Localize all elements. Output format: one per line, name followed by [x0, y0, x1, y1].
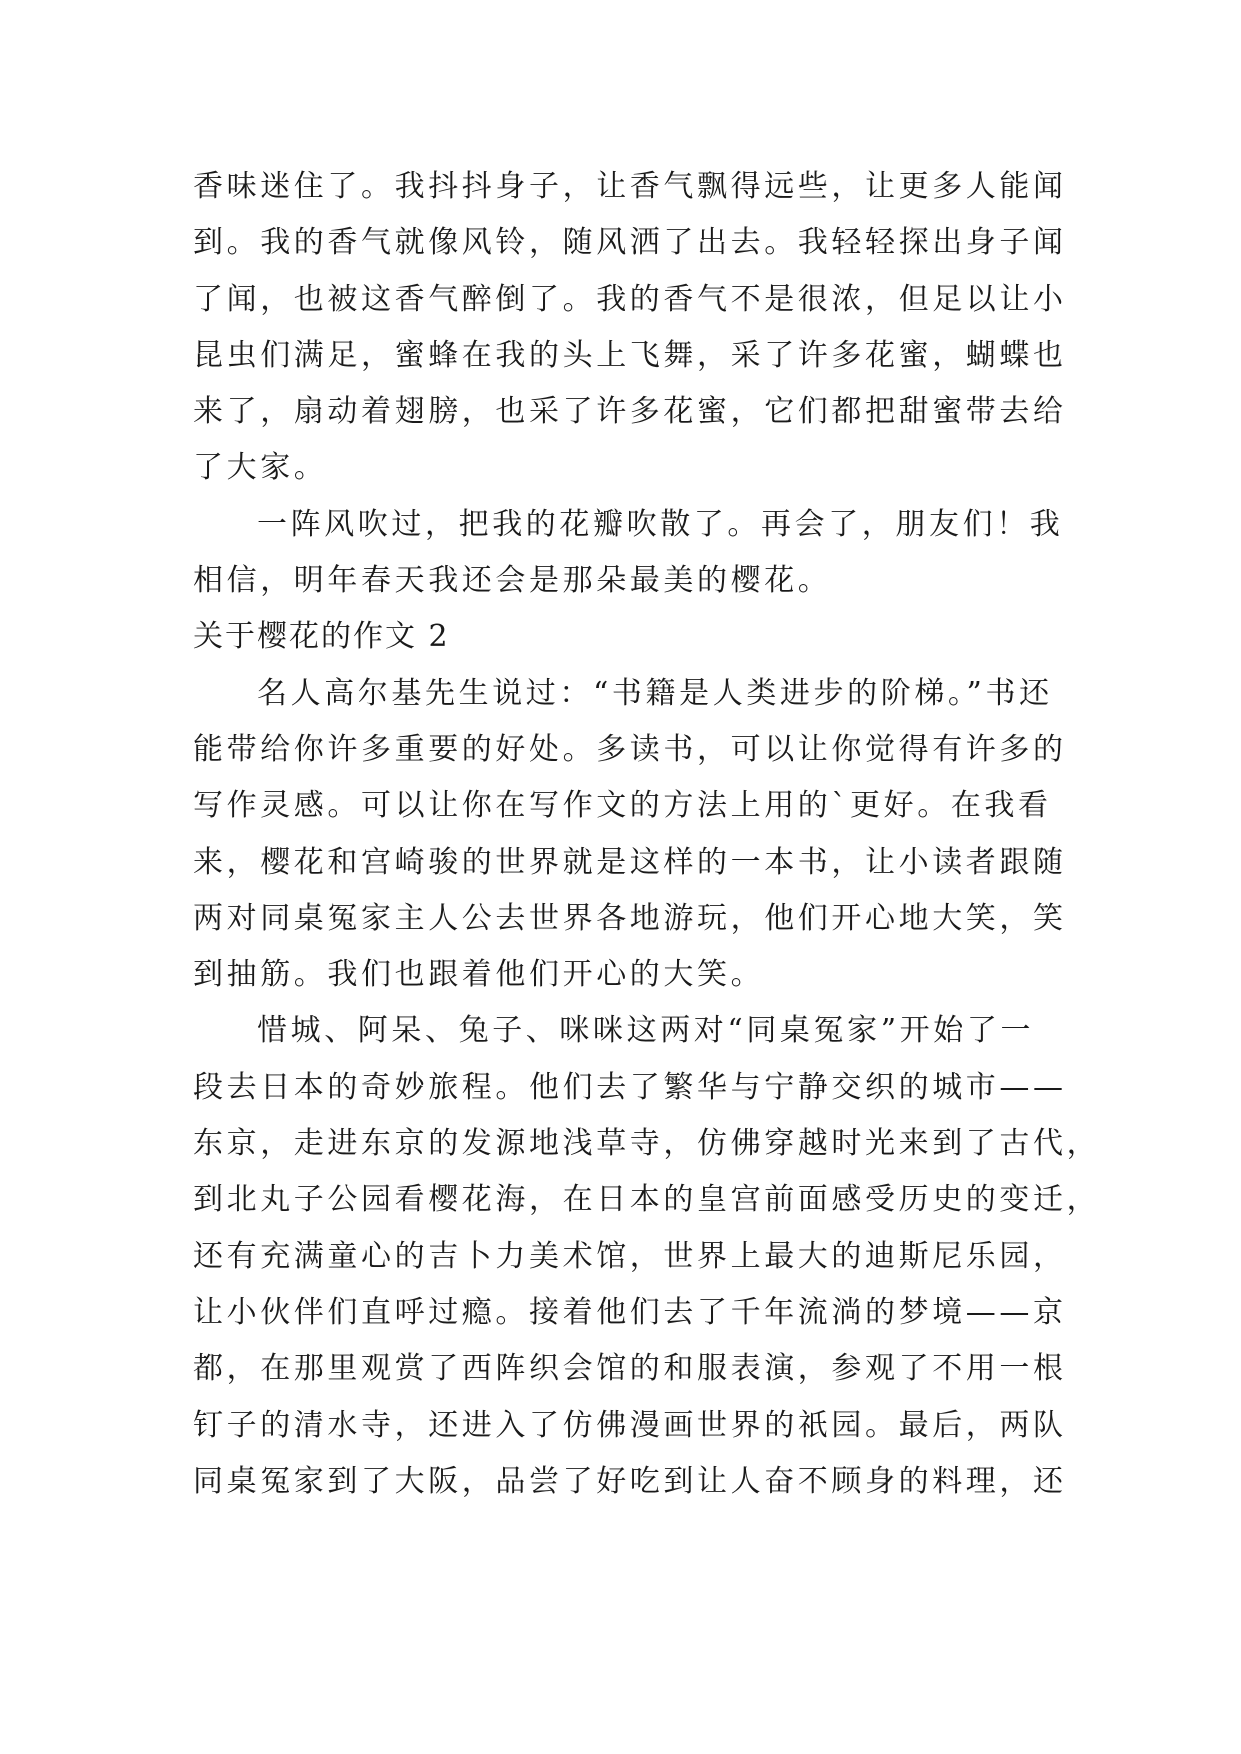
text-line: 到。我的香气就像风铃，随风洒了出去。我轻轻探出身子闻: [193, 225, 1067, 261]
text-line: 同桌冤家到了大阪，品尝了好吃到让人奋不顾身的料理，还: [193, 1463, 1067, 1499]
text-line: 相信，明年春天我还会是那朵最美的樱花。: [193, 563, 832, 599]
text-line: 了大家。: [193, 450, 328, 486]
section-heading: 关于樱花的作文 2: [193, 619, 450, 655]
text-line: 昆虫们满足，蜜蜂在我的头上飞舞，采了许多花蜜，蝴蝶也: [193, 337, 1067, 373]
paragraph-2: [193, 497, 1064, 610]
text-line: 来了，扇动着翅膀，也采了许多花蜜，它们都把甜蜜带去给: [193, 394, 1067, 430]
text-line: 来，樱花和宫崎骏的世界就是这样的一本书，让小读者跟随: [193, 844, 1067, 880]
paragraph-1: [193, 159, 1067, 497]
text-line: 惜城、阿呆、兔子、咪咪这两对“同桌冤家”开始了一: [257, 1013, 1035, 1049]
paragraph-3: [193, 666, 1067, 1004]
text-line: 两对同桌冤家主人公去世界各地游玩，他们开心地大笑，笑: [193, 900, 1067, 936]
text-line: 了闻，也被这香气醉倒了。我的香气不是很浓，但足以让小: [193, 281, 1067, 317]
text-line: 能带给你许多重要的好处。多读书，可以让你觉得有许多的: [193, 731, 1067, 767]
text-line: 写作灵感。可以让你在写作文的方法上用的`更好。在我看: [193, 788, 1052, 824]
document-body: [193, 159, 1101, 1510]
text-line: 还有充满童心的吉卜力美术馆，世界上最大的迪斯尼乐园，: [193, 1238, 1067, 1274]
text-line: 都，在那里观赏了西阵织会馆的和服表演，参观了不用一根: [193, 1351, 1067, 1387]
text-line: 钉子的清水寺，还进入了仿佛漫画世界的祇园。最后，两队: [193, 1407, 1067, 1443]
text-line: 名人高尔基先生说过：“书籍是人类进步的阶梯。”书还: [257, 675, 1053, 711]
text-line: 东京，走进东京的发源地浅草寺，仿佛穿越时光来到了古代，: [193, 1126, 1101, 1162]
text-line: 到北丸子公园看樱花海，在日本的皇宫前面感受历史的变迁，: [193, 1182, 1101, 1218]
text-line: 让小伙伴们直呼过瘾。接着他们去了千年流淌的梦境——京: [193, 1294, 1067, 1330]
text-line: 到抽筋。我们也跟着他们开心的大笑。: [193, 957, 765, 993]
text-line: 段去日本的奇妙旅程。他们去了繁华与宁静交织的城市——: [193, 1069, 1067, 1105]
paragraph-4: [193, 1003, 1101, 1510]
text-line: 一阵风吹过，把我的花瓣吹散了。再会了，朋友们！我: [257, 506, 1064, 542]
text-line: 香味迷住了。我抖抖身子，让香气飘得远些，让更多人能闻: [193, 169, 1067, 204]
